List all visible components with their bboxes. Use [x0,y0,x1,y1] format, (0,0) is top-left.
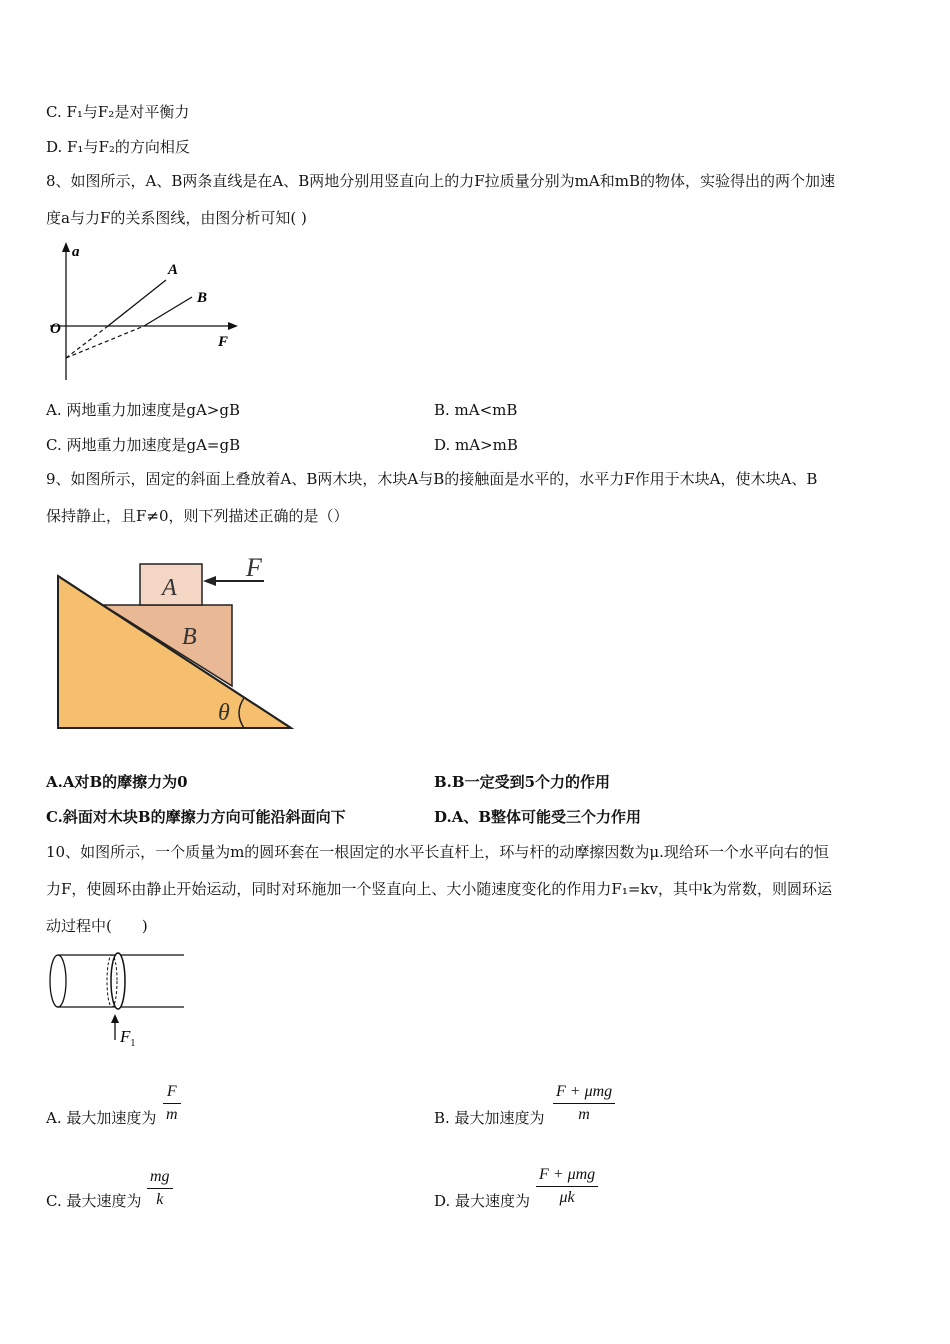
force-f1-label: $F_1$ [120,1027,136,1049]
line-a [108,280,166,326]
line-b-dashed [66,326,144,358]
q10-option-d-formula [536,1166,598,1207]
line-a-label: A [168,262,179,278]
y-axis-label: a [72,244,80,260]
q8-stem-line1: 8、如图所示，A、B两条直线是在A、B两地分别用竖直向上的力F拉质量分别为mA和mB的物体，实验得出的两个加速 [46,172,835,190]
y-axis-arrow-icon [62,242,70,252]
formula-numerator: F [166,1083,177,1100]
q9-stem-line1: 9、如图所示，固定的斜面上叠放着A、B两木块，木块A与B的接触面是水平的，水平力F作用于木块A，使木块A、B [46,470,818,488]
formula-numerator: mg [150,1168,170,1185]
q10-option-a: A. 最大加速度为 [46,1109,157,1127]
line-b-label: B [197,290,208,306]
q10-option-c: C. 最大速度为 [46,1192,142,1210]
formula-denominator: m [166,1106,178,1123]
formula-numerator: F + μmg [539,1166,596,1183]
q7-option-c: C. F₁与F₂是对平衡力 [46,103,190,121]
q10-option-b: B. 最大加速度为 [434,1109,545,1127]
q10-option-d: D. 最大速度为 [434,1192,531,1210]
q8-stem-line2: 度a与力F的关系图线，由图分析可知( ) [46,209,307,227]
rod-end [50,955,66,1007]
q8-option-b: B. mA<mB [434,401,518,419]
formula-denominator: m [578,1106,590,1123]
q9-stem-line2: 保持静止，且F≠0，则下列描述正确的是（） [46,507,349,525]
q8-option-a: A. 两地重力加速度是gA>gB [46,401,240,419]
formula-numerator: F + μmg [556,1083,613,1100]
x-axis-label: F [218,334,229,350]
q10-stem-line2: 力F，使圆环由静止开始运动，同时对环施加一个竖直向上、大小随速度变化的作用力F₁=kv，其中k为常数，则圆环运 [46,880,833,898]
q10-option-a-formula [163,1083,181,1124]
force-arrow-head-icon [203,576,216,586]
q9-option-d: D.A、B整体可能受三个力作用 [434,808,642,826]
q8-graph [46,240,246,385]
q9-option-c: C.斜面对木块B的摩擦力方向可能沿斜面向下 [46,808,346,826]
q9-option-b: B.B一定受到5个力的作用 [434,773,611,791]
ring [111,953,125,1009]
origin-label: O [50,321,61,337]
q10-stem-line3: 动过程中( ) [46,917,148,935]
q8-option-c: C. 两地重力加速度是gA=gB [46,436,241,454]
block-a-label: A [162,575,177,601]
force-label: F [246,553,262,582]
q10-ring-figure [46,950,196,1050]
formula-denominator: k [156,1191,164,1208]
angle-label: θ [218,700,230,726]
q10-option-c-formula [147,1168,173,1209]
q7-option-d: D. F₁与F₂的方向相反 [46,138,190,156]
q10-stem-line1: 10、如图所示，一个质量为m的圆环套在一根固定的水平长直杆上，环与杆的动摩擦因数为μ.现给环一个水平向右的恒 [46,843,829,861]
q9-incline-figure [46,548,306,738]
x-axis-arrow-icon [228,322,238,330]
formula-denominator: μk [559,1189,575,1206]
force-f1-arrow-head-icon [111,1014,119,1023]
line-a-dashed [66,326,108,358]
q8-option-d: D. mA>mB [434,436,518,454]
q10-option-b-formula [553,1083,615,1124]
line-b [144,297,192,326]
block-b-label: B [182,624,197,650]
q9-option-a: A.A对B的摩擦力为0 [46,773,188,791]
